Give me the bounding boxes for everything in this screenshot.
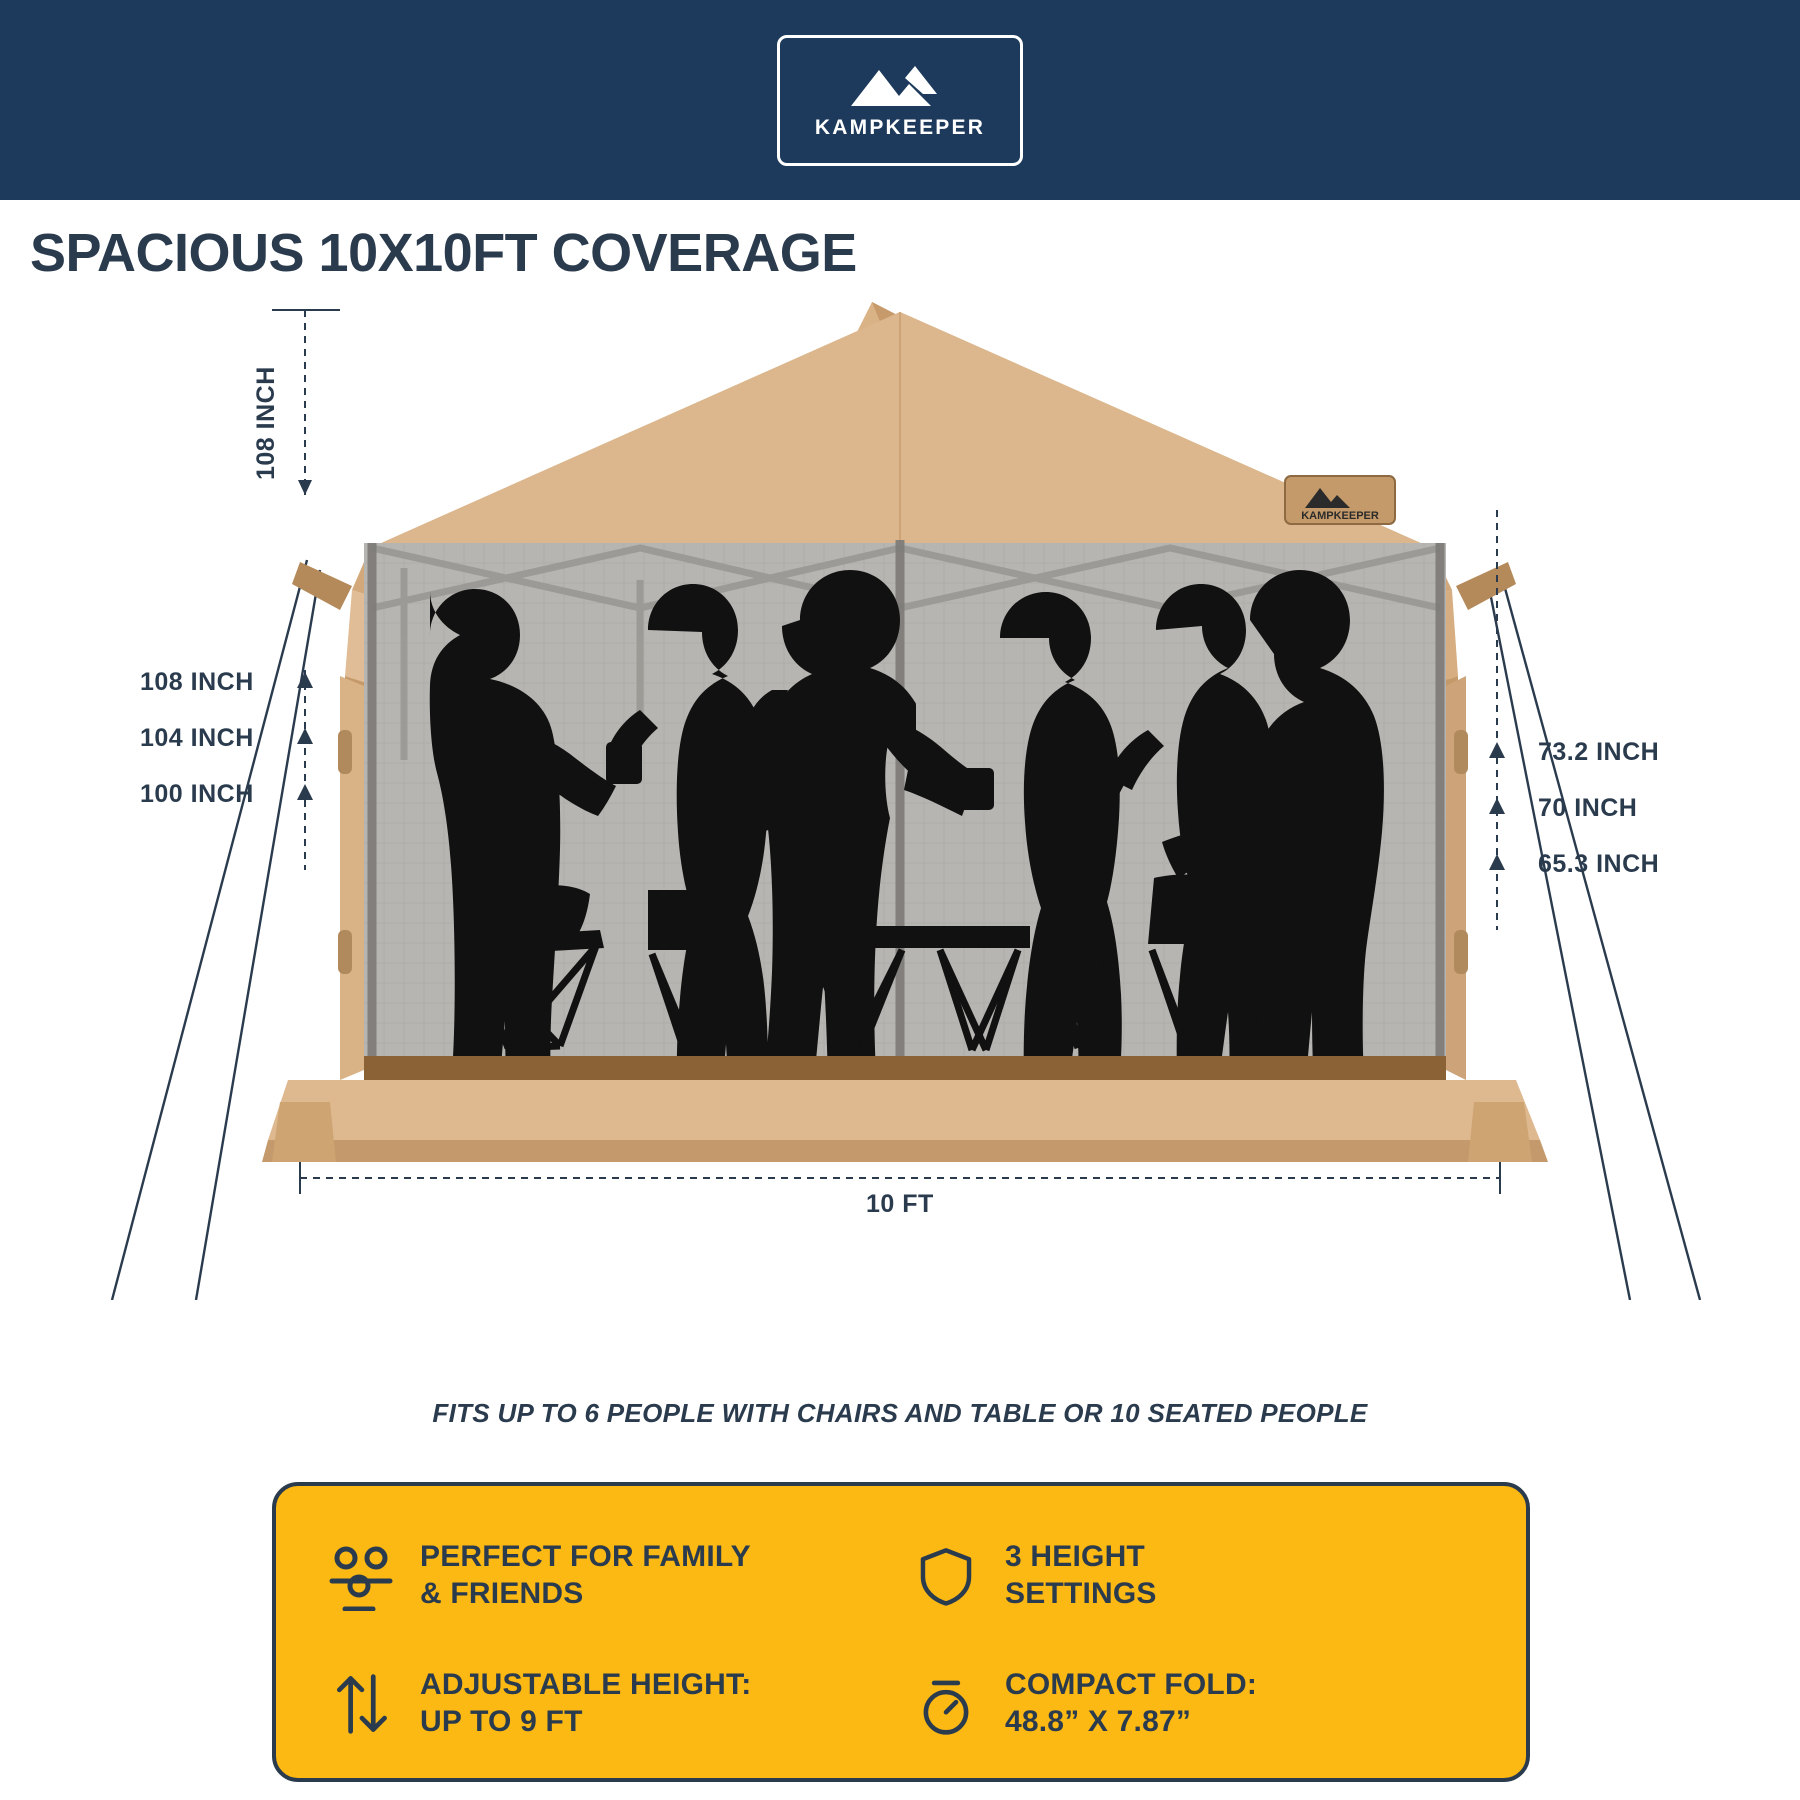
feature-compact-fold-label xyxy=(1005,1667,1257,1740)
feature-adjustable-height xyxy=(326,1640,911,1768)
mountain-icon xyxy=(845,60,955,112)
feature-adjustable-height-line1: ADJUSTABLE HEIGHT: xyxy=(420,1668,752,1702)
page-title: SPACIOUS 10X10FT COVERAGE xyxy=(30,223,857,283)
brand-logo xyxy=(777,35,1023,166)
feature-height-settings xyxy=(911,1512,1496,1640)
feature-family-line1: PERFECT FOR FAMILY xyxy=(420,1540,751,1574)
canopy-brand-tag xyxy=(1285,476,1395,524)
feature-family-label xyxy=(420,1539,751,1612)
shield-icon xyxy=(911,1541,981,1611)
feature-panel xyxy=(272,1482,1530,1782)
dimension-right-2: 70 INCH xyxy=(1538,794,1638,822)
feature-compact-fold-line1: COMPACT FOLD: xyxy=(1005,1668,1258,1702)
feature-family xyxy=(326,1512,911,1640)
people-icon xyxy=(326,1541,396,1611)
feature-compact-fold xyxy=(911,1640,1496,1768)
up-down-arrows-icon xyxy=(326,1669,396,1739)
brand-name: KAMPKEEPER xyxy=(814,116,986,139)
canopy-base xyxy=(262,1056,1548,1162)
svg-text:KAMPKEEPER: KAMPKEEPER xyxy=(1301,510,1379,522)
feature-adjustable-height-line2: UP TO 9 FT xyxy=(420,1705,583,1738)
feature-height-settings-line2: SETTINGS xyxy=(1005,1577,1157,1610)
feature-adjustable-height-label xyxy=(420,1667,751,1740)
feature-compact-fold-line2: 48.8” X 7.87” xyxy=(1005,1705,1192,1738)
dimension-right-1: 73.2 INCH xyxy=(1538,738,1660,766)
header-bar xyxy=(0,0,1800,200)
dimension-left-2: 104 INCH xyxy=(140,724,254,752)
diagram-caption: FITS UP TO 6 PEOPLE WITH CHAIRS AND TABLE OR 10 SEATED PEOPLE xyxy=(432,1398,1368,1428)
dimension-width: 10 FT xyxy=(866,1190,934,1218)
feature-height-settings-label xyxy=(1005,1539,1157,1612)
dimension-right-3: 65.3 INCH xyxy=(1538,850,1660,878)
canopy-diagram xyxy=(0,290,1800,1290)
feature-family-line2: & FRIENDS xyxy=(420,1577,584,1610)
compact-fold-icon xyxy=(911,1669,981,1739)
dimension-left-1: 108 INCH xyxy=(140,668,254,696)
dimension-left-3: 100 INCH xyxy=(140,780,254,808)
dimension-top-height: 108 INCH xyxy=(252,366,280,480)
feature-height-settings-line1: 3 HEIGHT xyxy=(1005,1540,1145,1574)
